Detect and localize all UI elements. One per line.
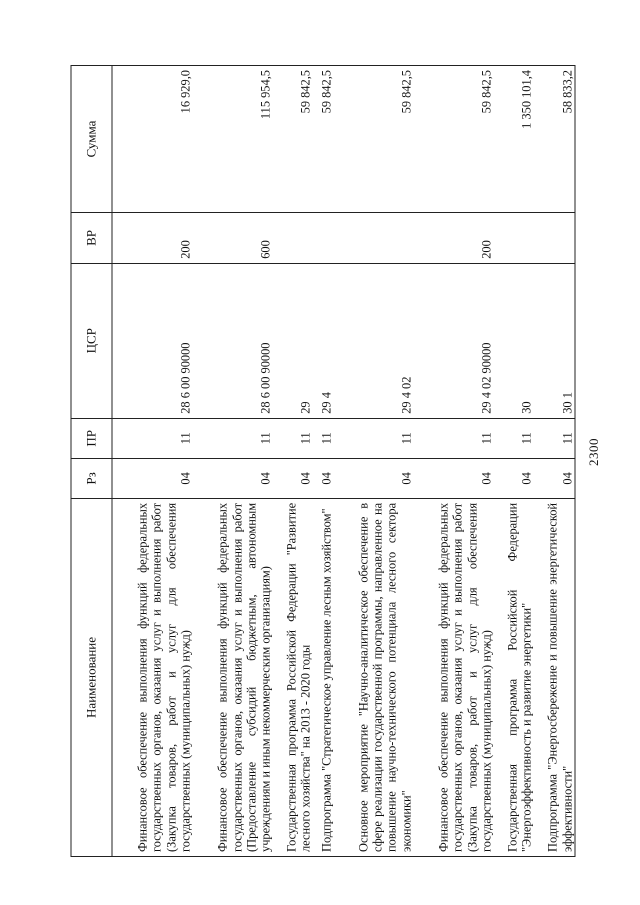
- row-csr: 30: [494, 263, 534, 418]
- row-csr: 30 1: [534, 263, 575, 418]
- row-pr: 11: [494, 418, 534, 458]
- row-pr: 11: [193, 418, 273, 458]
- row-sum: 58 833,2: [534, 66, 575, 213]
- table-header-row: [71, 66, 112, 857]
- row-csr: 28 6 00 90000: [193, 263, 273, 418]
- header-sum: Сумма: [71, 66, 112, 213]
- page-number: 2300: [586, 438, 601, 466]
- table-row: [333, 66, 413, 857]
- row-vr: 200: [414, 213, 494, 264]
- row-vr: 600: [193, 213, 273, 264]
- row-rz: 04: [534, 458, 575, 498]
- row-sum: 1 350 101,4: [494, 66, 534, 213]
- row-name: Финансовое обеспечение выполнения функций федеральных государственных органов, оказания услуг и выполнения работ (Закупка товаров, работ и услуг для обеспечения государственных (муниципальных) нужд): [414, 498, 494, 856]
- row-pr: 11: [112, 418, 193, 458]
- row-sum: 59 842,5: [273, 66, 313, 213]
- table-row: [193, 66, 273, 857]
- row-pr: 11: [333, 418, 413, 458]
- table-row: [494, 66, 534, 857]
- row-vr: [534, 213, 575, 264]
- budget-table: [71, 65, 576, 857]
- row-rz: 04: [193, 458, 273, 498]
- row-pr: 11: [534, 418, 575, 458]
- row-vr: [333, 213, 413, 264]
- row-rz: 04: [273, 458, 313, 498]
- row-sum: 59 842,5: [313, 66, 333, 213]
- row-rz: 04: [333, 458, 413, 498]
- row-name: Подпрограмма "Стратегическое управление лесным хозяйством": [313, 498, 333, 856]
- row-name: Государственная программа Российской Федерации "Энергоэффективность и развитие энергетики": [494, 498, 534, 856]
- header-name: Наименование: [71, 498, 112, 856]
- row-rz: 04: [414, 458, 494, 498]
- table-row: [534, 66, 575, 857]
- row-vr: 200: [112, 213, 193, 264]
- row-vr: [273, 213, 313, 264]
- row-csr: 29 4 02: [333, 263, 413, 418]
- row-pr: 11: [313, 418, 333, 458]
- row-pr: 11: [414, 418, 494, 458]
- row-name: Основное мероприятие "Научно-аналитическое обеспечение в сфере реализации государственной программы, направленное на повышение научно-технического потенциала лесного сектора экономики": [333, 498, 413, 856]
- row-csr: 28 6 00 90000: [112, 263, 193, 418]
- row-rz: 04: [313, 458, 333, 498]
- table-row: [414, 66, 494, 857]
- row-name: Финансовое обеспечение выполнения функций федеральных государственных органов, оказания услуг и выполнения работ (Закупка товаров, работ и услуг для обеспечения государственных (муниципальных) нужд): [112, 498, 193, 856]
- table-row: [112, 66, 193, 857]
- row-sum: 16 929,0: [112, 66, 193, 213]
- row-sum: 59 842,5: [414, 66, 494, 213]
- row-sum: 115 954,5: [193, 66, 273, 213]
- row-csr: 29: [273, 263, 313, 418]
- row-csr: 29 4: [313, 263, 333, 418]
- row-sum: 59 842,5: [333, 66, 413, 213]
- row-name: Финансовое обеспечение выполнения функций федеральных государственных органов, оказания услуг и выполнения работ (Предоставление субсидий бюджетным, автономным учреждениям и иным некоммерческим организациям): [193, 498, 273, 856]
- table-row: [273, 66, 313, 857]
- row-name: Государственная программа Российской Федерации "Развитие лесного хозяйства" на 2013 - 2020 годы: [273, 498, 313, 856]
- row-vr: [313, 213, 333, 264]
- row-rz: 04: [494, 458, 534, 498]
- row-vr: [494, 213, 534, 264]
- header-csr: ЦСР: [71, 263, 112, 418]
- row-csr: 29 4 02 90000: [414, 263, 494, 418]
- header-pr: ПР: [71, 418, 112, 458]
- table-row: [313, 66, 333, 857]
- row-rz: 04: [112, 458, 193, 498]
- header-vr: ВР: [71, 213, 112, 264]
- row-name: Подпрограмма "Энергосбережение и повышение энергетической эффективности": [534, 498, 575, 856]
- row-pr: 11: [273, 418, 313, 458]
- header-rz: Рз: [71, 458, 112, 498]
- budget-sheet: [71, 65, 576, 857]
